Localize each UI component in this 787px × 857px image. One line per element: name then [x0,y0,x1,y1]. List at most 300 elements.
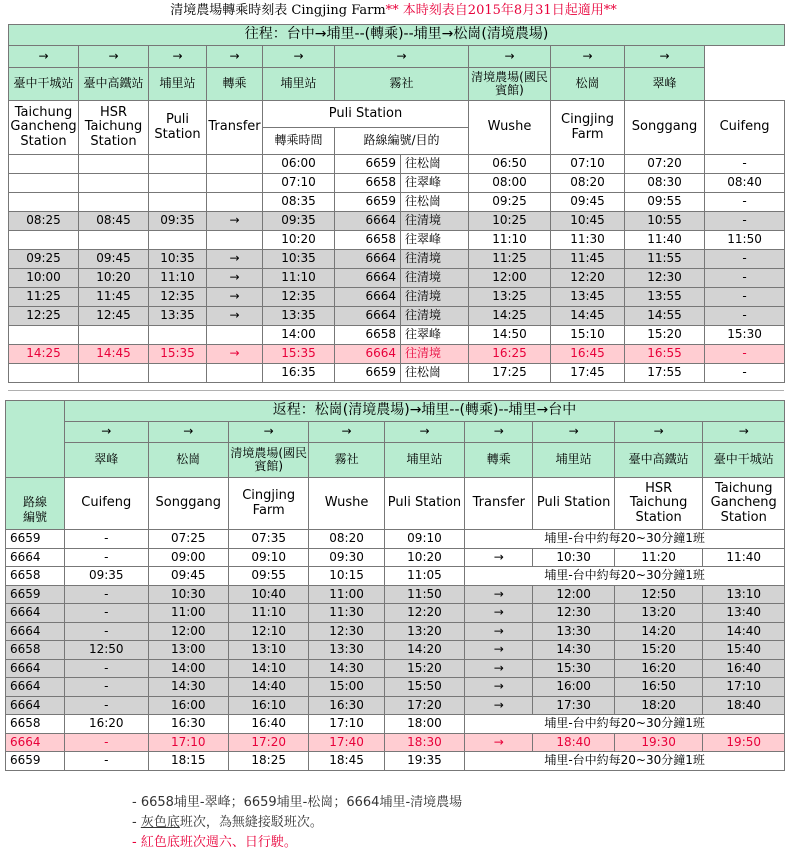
route-number: 6664 [6,733,65,752]
transfer-arrow-icon: → [465,585,533,604]
route-number-header-text: 路線編號 [23,494,48,525]
route-number: 6659 [335,364,401,383]
time-puli: 09:35 [149,212,207,231]
arrow-icon: → [384,422,464,443]
inbound-row [6,567,785,586]
time-cuifeng: - [65,548,148,567]
time-transfer: 06:00 [263,155,335,174]
time-puli: 15:35 [149,345,207,364]
time-cuifeng: - [65,622,148,641]
time-puli-transfer: 13:30 [533,622,614,641]
arrow-icon: → [465,422,533,443]
route-number: 6664 [6,622,65,641]
route-number: 6658 [335,326,401,345]
time-songgang: 12:00 [148,622,228,641]
outbound-timetable [8,24,785,383]
station-name-zh: 清境農場(國民賓館) [469,68,551,101]
route-destination: 往清境 [401,269,469,288]
time-gancheng: 18:40 [703,696,785,715]
time-cingjing: 16:45 [551,345,625,364]
time-gancheng [9,174,79,193]
station-name-en: Songgang [625,101,705,155]
time-gancheng: 14:25 [9,345,79,364]
station-name-zh: 轉乘 [465,443,533,478]
time-cingjing: 08:20 [551,174,625,193]
time-cuifeng: - [65,659,148,678]
time-hsr [79,231,149,250]
time-cingjing: 17:45 [551,364,625,383]
time-puli: 17:20 [384,696,464,715]
time-songgang: 15:20 [625,326,705,345]
time-hsr: 10:20 [79,269,149,288]
time-puli: 15:20 [384,659,464,678]
time-gancheng: 11:40 [703,548,785,567]
station-name-zh: 埔里站 [263,68,335,101]
time-puli: 14:20 [384,641,464,660]
time-cingjing: 17:20 [228,733,308,752]
route-number: 6664 [335,288,401,307]
time-puli: 13:35 [149,307,207,326]
route-number: 6664 [6,696,65,715]
time-cuifeng: - [705,307,785,326]
arrow-icon: → [335,46,469,68]
time-puli [149,174,207,193]
station-name-zh: 翠峰 [65,443,148,478]
time-cingjing: 09:55 [228,567,308,586]
outbound-row [9,345,785,364]
time-wushe: 16:30 [309,696,384,715]
route-number: 6659 [6,530,65,549]
route-destination: 往翠峰 [401,326,469,345]
time-puli-transfer: 16:00 [533,678,614,697]
time-cuifeng: - [705,250,785,269]
time-hsr [79,364,149,383]
time-hsr: 13:20 [614,604,703,623]
frequency-note: 埔里-台中約每20~30分鐘1班 [465,715,785,734]
transfer-arrow-icon: → [207,269,263,288]
time-gancheng [9,193,79,212]
arrow-icon: → [148,422,228,443]
route-number: 6664 [6,548,65,567]
time-gancheng: 17:10 [703,678,785,697]
inbound-row [6,604,785,623]
time-hsr: 16:20 [614,659,703,678]
time-hsr: 12:45 [79,307,149,326]
route-destination: 往翠峰 [401,231,469,250]
time-hsr: 14:45 [79,345,149,364]
time-cuifeng: - [705,193,785,212]
time-puli [149,364,207,383]
time-wushe: 13:30 [309,641,384,660]
time-puli-transfer: 10:30 [533,548,614,567]
note-gray-prefix: - [132,815,141,830]
time-cuifeng: - [705,345,785,364]
station-name-zh: 霧社 [335,68,469,101]
time-cuifeng: - [65,530,148,549]
arrow-icon: → [149,46,207,68]
inbound-row [6,641,785,660]
time-hsr [79,326,149,345]
time-puli [149,326,207,345]
time-cuifeng: - [705,288,785,307]
time-cingjing: 11:10 [228,604,308,623]
time-puli-transfer: 18:40 [533,733,614,752]
time-cuifeng: 15:30 [705,326,785,345]
outbound-row [9,288,785,307]
outbound-row [9,231,785,250]
time-wushe: 14:25 [469,307,551,326]
time-cingjing: 18:25 [228,752,308,771]
station-name-zh: 臺中干城站 [703,443,785,478]
time-cingjing: 11:30 [551,231,625,250]
time-cingjing: 12:10 [228,622,308,641]
time-wushe: 14:30 [309,659,384,678]
time-gancheng: 19:50 [703,733,785,752]
note-red: - 紅色底班次週六、日行駛。 [132,835,297,850]
time-wushe: 15:00 [309,678,384,697]
station-name-en: Cuifeng [705,101,785,155]
transfer-arrow-icon [207,155,263,174]
inbound-row [6,715,785,734]
route-number: 6658 [6,641,65,660]
station-name-zh: 松崗 [148,443,228,478]
time-hsr: 14:20 [614,622,703,641]
station-name-en: Wushe [469,101,551,155]
station-name-en: Cuifeng [65,478,148,530]
time-cuifeng: 16:20 [65,715,148,734]
time-puli [149,193,207,212]
time-hsr: 12:50 [614,585,703,604]
time-songgang: 14:30 [148,678,228,697]
transfer-arrow-icon [207,174,263,193]
station-name-zh: 埔里站 [149,68,207,101]
station-name-en: Cingjing Farm [228,478,308,530]
time-cingjing: 14:10 [228,659,308,678]
arrow-icon: → [703,422,785,443]
time-cingjing: 16:10 [228,696,308,715]
outbound-row [9,212,785,231]
time-cingjing: 13:45 [551,288,625,307]
time-puli: 11:50 [384,585,464,604]
station-name-en: Songgang [148,478,228,530]
time-gancheng [9,364,79,383]
time-hsr: 15:20 [614,641,703,660]
time-songgang: 11:40 [625,231,705,250]
time-cuifeng: 12:50 [65,641,148,660]
inbound-heading: 返程：松崗(清境農場)→埔里--(轉乘)--埔里→台中 [65,401,785,422]
inbound-row [6,733,785,752]
transfer-arrow-icon: → [465,622,533,641]
station-name-en: Transfer [207,101,263,155]
inbound-timetable [5,400,785,771]
inbound-row [6,696,785,715]
time-cingjing: 12:20 [551,269,625,288]
time-hsr: 08:45 [79,212,149,231]
route-destination: 往翠峰 [401,174,469,193]
inbound-row [6,585,785,604]
route-number: 6664 [335,212,401,231]
arrow-icon: → [625,46,705,68]
time-transfer: 09:35 [263,212,335,231]
inbound-row [6,530,785,549]
time-puli-transfer: 15:30 [533,659,614,678]
route-number: 6664 [335,307,401,326]
time-hsr: 09:45 [79,250,149,269]
time-gancheng: 10:00 [9,269,79,288]
arrow-icon: → [533,422,614,443]
transfer-arrow-icon [207,193,263,212]
inbound-row [6,622,785,641]
route-number: 6659 [6,752,65,771]
station-name-zh: 臺中高鐵站 [79,68,149,101]
route-destination: 往清境 [401,345,469,364]
outbound-row [9,326,785,345]
route-destination: 往松崗 [401,155,469,174]
route-number: 6664 [6,604,65,623]
route-number: 6664 [335,269,401,288]
time-cuifeng: - [705,269,785,288]
time-cingjing: 09:45 [551,193,625,212]
time-puli: 19:35 [384,752,464,771]
time-wushe: 17:25 [469,364,551,383]
time-gancheng: 12:25 [9,307,79,326]
arrow-icon: → [79,46,149,68]
time-cuifeng: 08:40 [705,174,785,193]
station-name-en: Transfer [465,478,533,530]
frequency-note: 埔里-台中約每20~30分鐘1班 [465,530,785,549]
route-header-blank [6,401,65,478]
transfer-arrow-icon [207,231,263,250]
station-name-en: Taichung Gancheng Station [9,101,79,155]
time-cuifeng: - [65,585,148,604]
route-number: 6664 [335,250,401,269]
route-number-header [6,478,65,530]
title-main: 清境農場轉乘時刻表 Cingjing Farm [170,3,386,18]
transfer-arrow-icon: → [465,604,533,623]
time-cuifeng: - [65,678,148,697]
time-transfer: 13:35 [263,307,335,326]
time-cuifeng: 09:35 [65,567,148,586]
time-transfer: 12:35 [263,288,335,307]
station-name-zh: 翠峰 [625,68,705,101]
time-gancheng [9,326,79,345]
time-puli [149,231,207,250]
station-name-en: Cingjing Farm [551,101,625,155]
route-number: 6659 [335,193,401,212]
time-transfer: 07:10 [263,174,335,193]
time-cuifeng: - [65,752,148,771]
time-wushe: 10:25 [469,212,551,231]
time-songgang: 14:55 [625,307,705,326]
time-cingjing: 09:10 [228,548,308,567]
time-cingjing: 13:10 [228,641,308,660]
time-gancheng: 11:25 [9,288,79,307]
time-gancheng: 09:25 [9,250,79,269]
outbound-row [9,174,785,193]
time-songgang: 09:45 [148,567,228,586]
route-number: 6664 [6,678,65,697]
time-hsr [79,193,149,212]
time-puli: 13:20 [384,622,464,641]
station-name-en: HSR Taichung Station [614,478,703,530]
time-wushe: 09:30 [309,548,384,567]
time-wushe: 12:30 [309,622,384,641]
time-transfer: 10:35 [263,250,335,269]
time-cingjing: 07:35 [228,530,308,549]
time-wushe: 06:50 [469,155,551,174]
time-cuifeng: - [705,212,785,231]
station-name-zh: 埔里站 [533,443,614,478]
time-cuifeng: - [65,733,148,752]
arrow-icon: → [469,46,551,68]
note-gray [132,813,462,833]
time-wushe: 11:30 [309,604,384,623]
outbound-row [9,193,785,212]
time-transfer: 08:35 [263,193,335,212]
station-name-en: HSR Taichung Station [79,101,149,155]
route-destination: 往松崗 [401,364,469,383]
time-wushe: 08:20 [309,530,384,549]
outbound-heading: 往程：台中→埔里--(轉乘)--埔里→松崗(清境農場) [9,25,785,46]
time-cingjing: 10:45 [551,212,625,231]
route-number: 6659 [6,585,65,604]
transfer-arrow-icon: → [465,641,533,660]
time-wushe: 10:15 [309,567,384,586]
station-name-en: Puli Station [149,101,207,155]
arrow-icon: → [9,46,79,68]
station-name-zh: 埔里站 [384,443,464,478]
sub-header-route-dest: 路線編號/目的 [335,128,469,155]
time-hsr [79,155,149,174]
time-songgang: 14:00 [148,659,228,678]
time-hsr: 11:20 [614,548,703,567]
transfer-arrow-icon: → [207,345,263,364]
title-notice: ** 本時刻表自2015年8月31日起適用** [385,3,617,18]
time-wushe: 11:25 [469,250,551,269]
time-songgang: 09:00 [148,548,228,567]
station-name-zh: 松崗 [551,68,625,101]
transfer-arrow-icon: → [207,212,263,231]
time-cingjing: 14:40 [228,678,308,697]
time-songgang: 16:55 [625,345,705,364]
time-puli-transfer: 17:30 [533,696,614,715]
time-cuifeng: - [65,696,148,715]
time-puli: 15:50 [384,678,464,697]
arrow-icon: → [228,422,308,443]
time-wushe: 14:50 [469,326,551,345]
time-songgang: 07:20 [625,155,705,174]
time-puli: 11:10 [149,269,207,288]
route-destination: 往清境 [401,307,469,326]
time-puli: 18:00 [384,715,464,734]
time-transfer: 14:00 [263,326,335,345]
inbound-row [6,678,785,697]
time-cingjing: 14:45 [551,307,625,326]
time-gancheng: 15:40 [703,641,785,660]
time-songgang: 13:00 [148,641,228,660]
transfer-arrow-icon [207,364,263,383]
transfer-arrow-icon: → [465,733,533,752]
inbound-row [6,659,785,678]
time-songgang: 11:55 [625,250,705,269]
arrow-icon: → [263,46,335,68]
station-name-en: Puli Station [384,478,464,530]
note-gray-rest: 班次，為無縫接駁班次。 [179,815,323,830]
inbound-row [6,752,785,771]
time-gancheng [9,231,79,250]
station-name-zh: 臺中干城站 [9,68,79,101]
time-songgang: 12:30 [625,269,705,288]
time-wushe: 17:40 [309,733,384,752]
time-cuifeng: - [705,364,785,383]
time-transfer: 16:35 [263,364,335,383]
inbound-row [6,548,785,567]
route-number: 6658 [6,567,65,586]
transfer-arrow-icon: → [465,659,533,678]
outbound-row [9,250,785,269]
time-hsr: 18:20 [614,696,703,715]
transfer-arrow-icon: → [465,696,533,715]
page-title [0,0,787,22]
time-songgang: 09:55 [625,193,705,212]
transfer-arrow-icon: → [465,678,533,697]
time-wushe: 16:25 [469,345,551,364]
time-cingjing: 16:40 [228,715,308,734]
time-wushe: 12:00 [469,269,551,288]
time-cingjing: 07:10 [551,155,625,174]
frequency-note: 埔里-台中約每20~30分鐘1班 [465,567,785,586]
station-name-en: Wushe [309,478,384,530]
route-destination: 往松崗 [401,193,469,212]
arrow-icon: → [614,422,703,443]
section-divider [8,390,784,391]
time-puli: 12:35 [149,288,207,307]
time-puli-transfer: 12:00 [533,585,614,604]
time-songgang: 08:30 [625,174,705,193]
time-gancheng [9,155,79,174]
route-destination: 往清境 [401,288,469,307]
outbound-row [9,155,785,174]
route-number: 6659 [335,155,401,174]
time-songgang: 17:10 [148,733,228,752]
time-gancheng: 14:40 [703,622,785,641]
time-wushe: 11:00 [309,585,384,604]
time-songgang: 10:55 [625,212,705,231]
frequency-note: 埔里-台中約每20~30分鐘1班 [465,752,785,771]
time-songgang: 07:25 [148,530,228,549]
time-transfer: 15:35 [263,345,335,364]
route-number: 6658 [6,715,65,734]
route-number: 6658 [335,231,401,250]
station-name-zh: 清境農場(國民賓館) [228,443,308,478]
time-puli-transfer: 14:30 [533,641,614,660]
time-cingjing: 11:45 [551,250,625,269]
time-gancheng: 16:40 [703,659,785,678]
time-wushe: 17:10 [309,715,384,734]
outbound-row [9,269,785,288]
station-name-en: Taichung Gancheng Station [703,478,785,530]
transfer-arrow-icon: → [465,548,533,567]
time-cuifeng: - [705,155,785,174]
footnotes [132,793,462,853]
transfer-arrow-icon: → [207,250,263,269]
time-songgang: 11:00 [148,604,228,623]
time-songgang: 13:55 [625,288,705,307]
time-transfer: 11:10 [263,269,335,288]
transfer-arrow-icon: → [207,288,263,307]
arrow-icon: → [551,46,625,68]
time-cingjing: 15:10 [551,326,625,345]
